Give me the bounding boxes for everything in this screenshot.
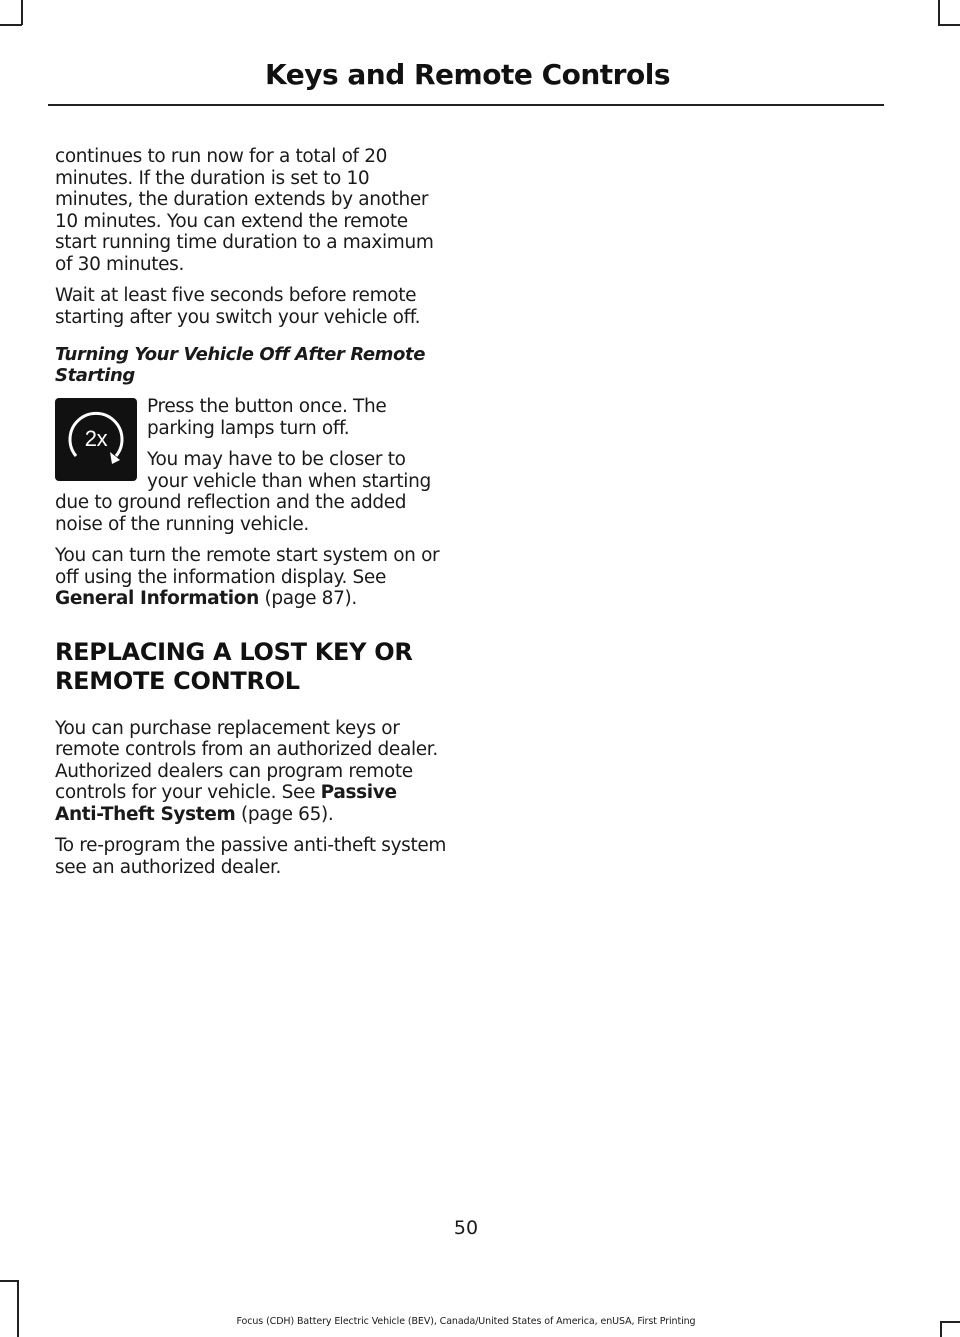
figure-label: 2x bbox=[84, 425, 108, 451]
page-ref-65: (page 65). bbox=[235, 803, 334, 825]
paragraph-reprogram: To re-program the passive anti-theft system see an authorized dealer. bbox=[55, 835, 447, 878]
crop-mark-bottom-left-v bbox=[17, 1280, 19, 1337]
link-passive-anti-theft[interactable]: Passive Anti-Theft System bbox=[55, 782, 397, 825]
main-column bbox=[55, 146, 450, 888]
page-header-title: Keys and Remote Controls bbox=[265, 58, 670, 91]
paragraph-info-display bbox=[55, 545, 450, 610]
paragraph-closer: You may have to be closer to your vehicle than when starting due to ground reflection and the added noise of the running vehicle. bbox=[55, 449, 431, 535]
page-ref-87: (page 87). bbox=[258, 588, 357, 609]
paragraph-info-display-text: You can turn the remote start system on or off using the information display. See bbox=[55, 545, 440, 588]
crop-mark-top-left-v bbox=[21, 0, 23, 25]
header-rule bbox=[48, 104, 884, 106]
remote-button-2x-figure bbox=[55, 398, 137, 481]
link-general-information[interactable]: General Information bbox=[55, 588, 259, 609]
paragraph-duration: continues to run now for a total of 20 minutes. If the duration is set to 10 minutes, the duration extends by another 10 minutes. You can extend the remote start running time duration to a maximum of 30 minutes. bbox=[55, 146, 434, 275]
crop-mark-top-left bbox=[0, 24, 22, 26]
paragraph-press-once: Press the button once. The parking lamps turn off. bbox=[147, 396, 387, 439]
crop-mark-bottom-right bbox=[940, 1321, 960, 1323]
crop-mark-top-right bbox=[938, 24, 960, 26]
subheading-turn-off: Turning Your Vehicle Off After Remote Starting bbox=[55, 344, 426, 386]
crop-mark-bottom-left bbox=[0, 1280, 18, 1282]
crop-mark-bottom-right-v bbox=[940, 1321, 942, 1337]
section-heading-replacing-key: REPLACING A LOST KEY OR REMOTE CONTROL bbox=[55, 637, 413, 695]
paragraph-purchase bbox=[55, 718, 450, 826]
paragraph-purchase-text: You can purchase replacement keys or remote controls from an authorized dealer. Authorized dealers can program remote controls for your vehicle. See bbox=[55, 717, 438, 803]
paragraph-wait: Wait at least five seconds before remote starting after you switch your vehicle off. bbox=[55, 285, 421, 328]
page-number: 50 bbox=[453, 1217, 479, 1239]
crop-mark-top-right-v bbox=[938, 0, 940, 25]
double-press-icon bbox=[60, 404, 132, 476]
footer-text: Focus (CDH) Battery Electric Vehicle (BEV), Canada/United States of America, enUSA, First Printing bbox=[236, 1316, 696, 1327]
